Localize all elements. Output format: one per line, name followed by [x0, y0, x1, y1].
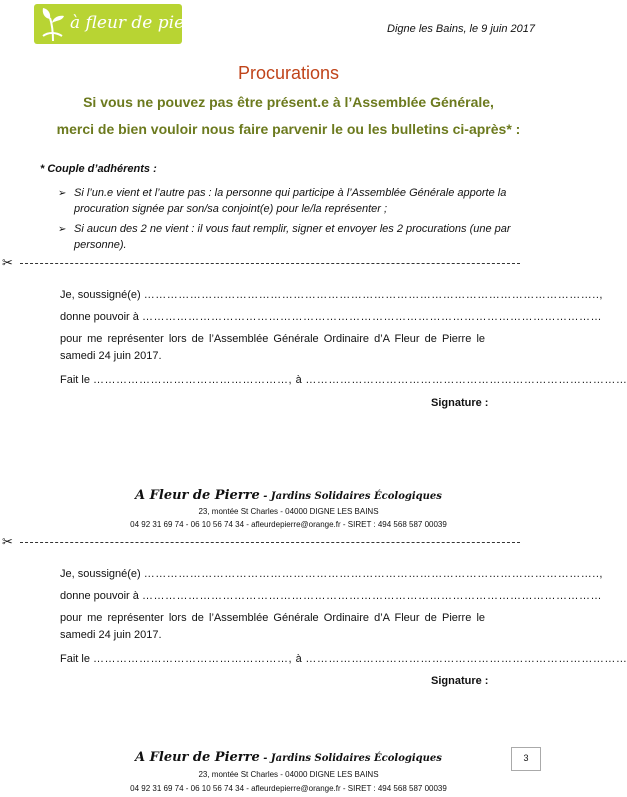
footer-contact: 04 92 31 69 74 - 06 10 56 74 34 - afleurdepierre@orange.fr - SIRET : 494 568 587 00039: [130, 784, 447, 793]
footer-org-tagline: - Jardins Solidaires Écologiques: [259, 491, 442, 502]
form-label: Je, soussigné(e): [60, 289, 141, 301]
footer-address: 23, montée St Charles - 04000 DIGNE LES BAINS: [198, 507, 379, 516]
arrow-bullet-icon: ➢: [58, 224, 67, 235]
form-line-name: [60, 289, 603, 301]
fill-in-field[interactable]: …………………………………………………………………………………………………………: [141, 311, 602, 323]
couple-heading: * Couple d’adhérents :: [40, 163, 157, 175]
form-label: Fait le: [60, 653, 90, 665]
footer-contact: 04 92 31 69 74 - 06 10 56 74 34 - afleurdepierre@orange.fr - SIRET : 494 568 587 00039: [130, 520, 447, 529]
form-label: donne pouvoir à: [60, 590, 139, 602]
subtitle-line-2: merci de bien vouloir nous faire parvenir le ou les bulletins ci-après* :: [56, 121, 521, 137]
subtitle-line-1: Si vous ne pouvez pas être présent.e à l’Assemblée Générale,: [83, 94, 494, 110]
page-title: Procurations: [237, 63, 340, 83]
form-line-proxy: [60, 590, 602, 602]
footer-org-name: A Fleur de Pierre: [135, 488, 260, 503]
dashed-divider: [20, 542, 520, 543]
cut-line: [0, 536, 520, 550]
arrow-bullet-icon: ➢: [58, 188, 67, 199]
fill-in-field[interactable]: ………………………………………………………………………………………………………..,: [143, 289, 603, 301]
form-paragraph: pour me représenter lors de l’Assemblée Générale Ordinaire d’A Fleur de Pierre le samedi 24 juin 2017.: [60, 333, 485, 362]
bullet-item: Si l’un.e vient et l’autre pas : la personne qui participe à l’Assemblée Générale apporte la procuration signée par son/sa conjoint(e) pour le/la représenter ;: [74, 187, 507, 215]
footer-org: [0, 750, 577, 765]
footer-org-name: A Fleur de Pierre: [135, 750, 260, 765]
dashed-divider: [20, 263, 520, 264]
scissors-icon: ✂: [2, 255, 13, 270]
form-label: Je, soussigné(e): [60, 568, 141, 580]
form-label: donne pouvoir à: [60, 311, 139, 323]
form-label: Fait le: [60, 374, 90, 386]
logo: [34, 4, 211, 44]
fill-in-field[interactable]: …………………………………………………………………………………………………………: [141, 590, 602, 602]
sprout-icon: [40, 6, 66, 42]
scissors-icon: ✂: [2, 534, 13, 549]
footer-org-tagline: - Jardins Solidaires Écologiques: [259, 753, 442, 764]
form-line-fait: [60, 374, 627, 386]
signature-label: Signature :: [431, 397, 489, 409]
form-line-name: [60, 568, 603, 580]
page-number: 3: [511, 747, 541, 771]
fill-in-field[interactable]: …………………………………………………………………………: [305, 653, 627, 665]
footer-address: 23, montée St Charles - 04000 DIGNE LES BAINS: [198, 770, 379, 779]
cut-line: [0, 257, 520, 271]
form-line-fait: [60, 653, 627, 665]
fill-in-field[interactable]: …………………………………………………………………………: [305, 374, 627, 386]
bullet-item: Si aucun des 2 ne vient : il vous faut remplir, signer et envoyer les 2 procurations (une par personne).: [74, 223, 511, 251]
form-paragraph: pour me représenter lors de l’Assemblée Générale Ordinaire d’A Fleur de Pierre le samedi 24 juin 2017.: [60, 612, 485, 641]
date-line: Digne les Bains, le 9 juin 2017: [387, 23, 535, 35]
fill-in-field[interactable]: ……………………………………………, à: [93, 653, 303, 665]
fill-in-field[interactable]: ………………………………………………………………………………………………………..,: [143, 568, 603, 580]
logo-text: à fleur de pierre: [70, 13, 211, 33]
fill-in-field[interactable]: ……………………………………………, à: [93, 374, 303, 386]
signature-label: Signature :: [431, 675, 489, 687]
footer-org: [0, 488, 577, 503]
form-line-proxy: [60, 311, 602, 323]
